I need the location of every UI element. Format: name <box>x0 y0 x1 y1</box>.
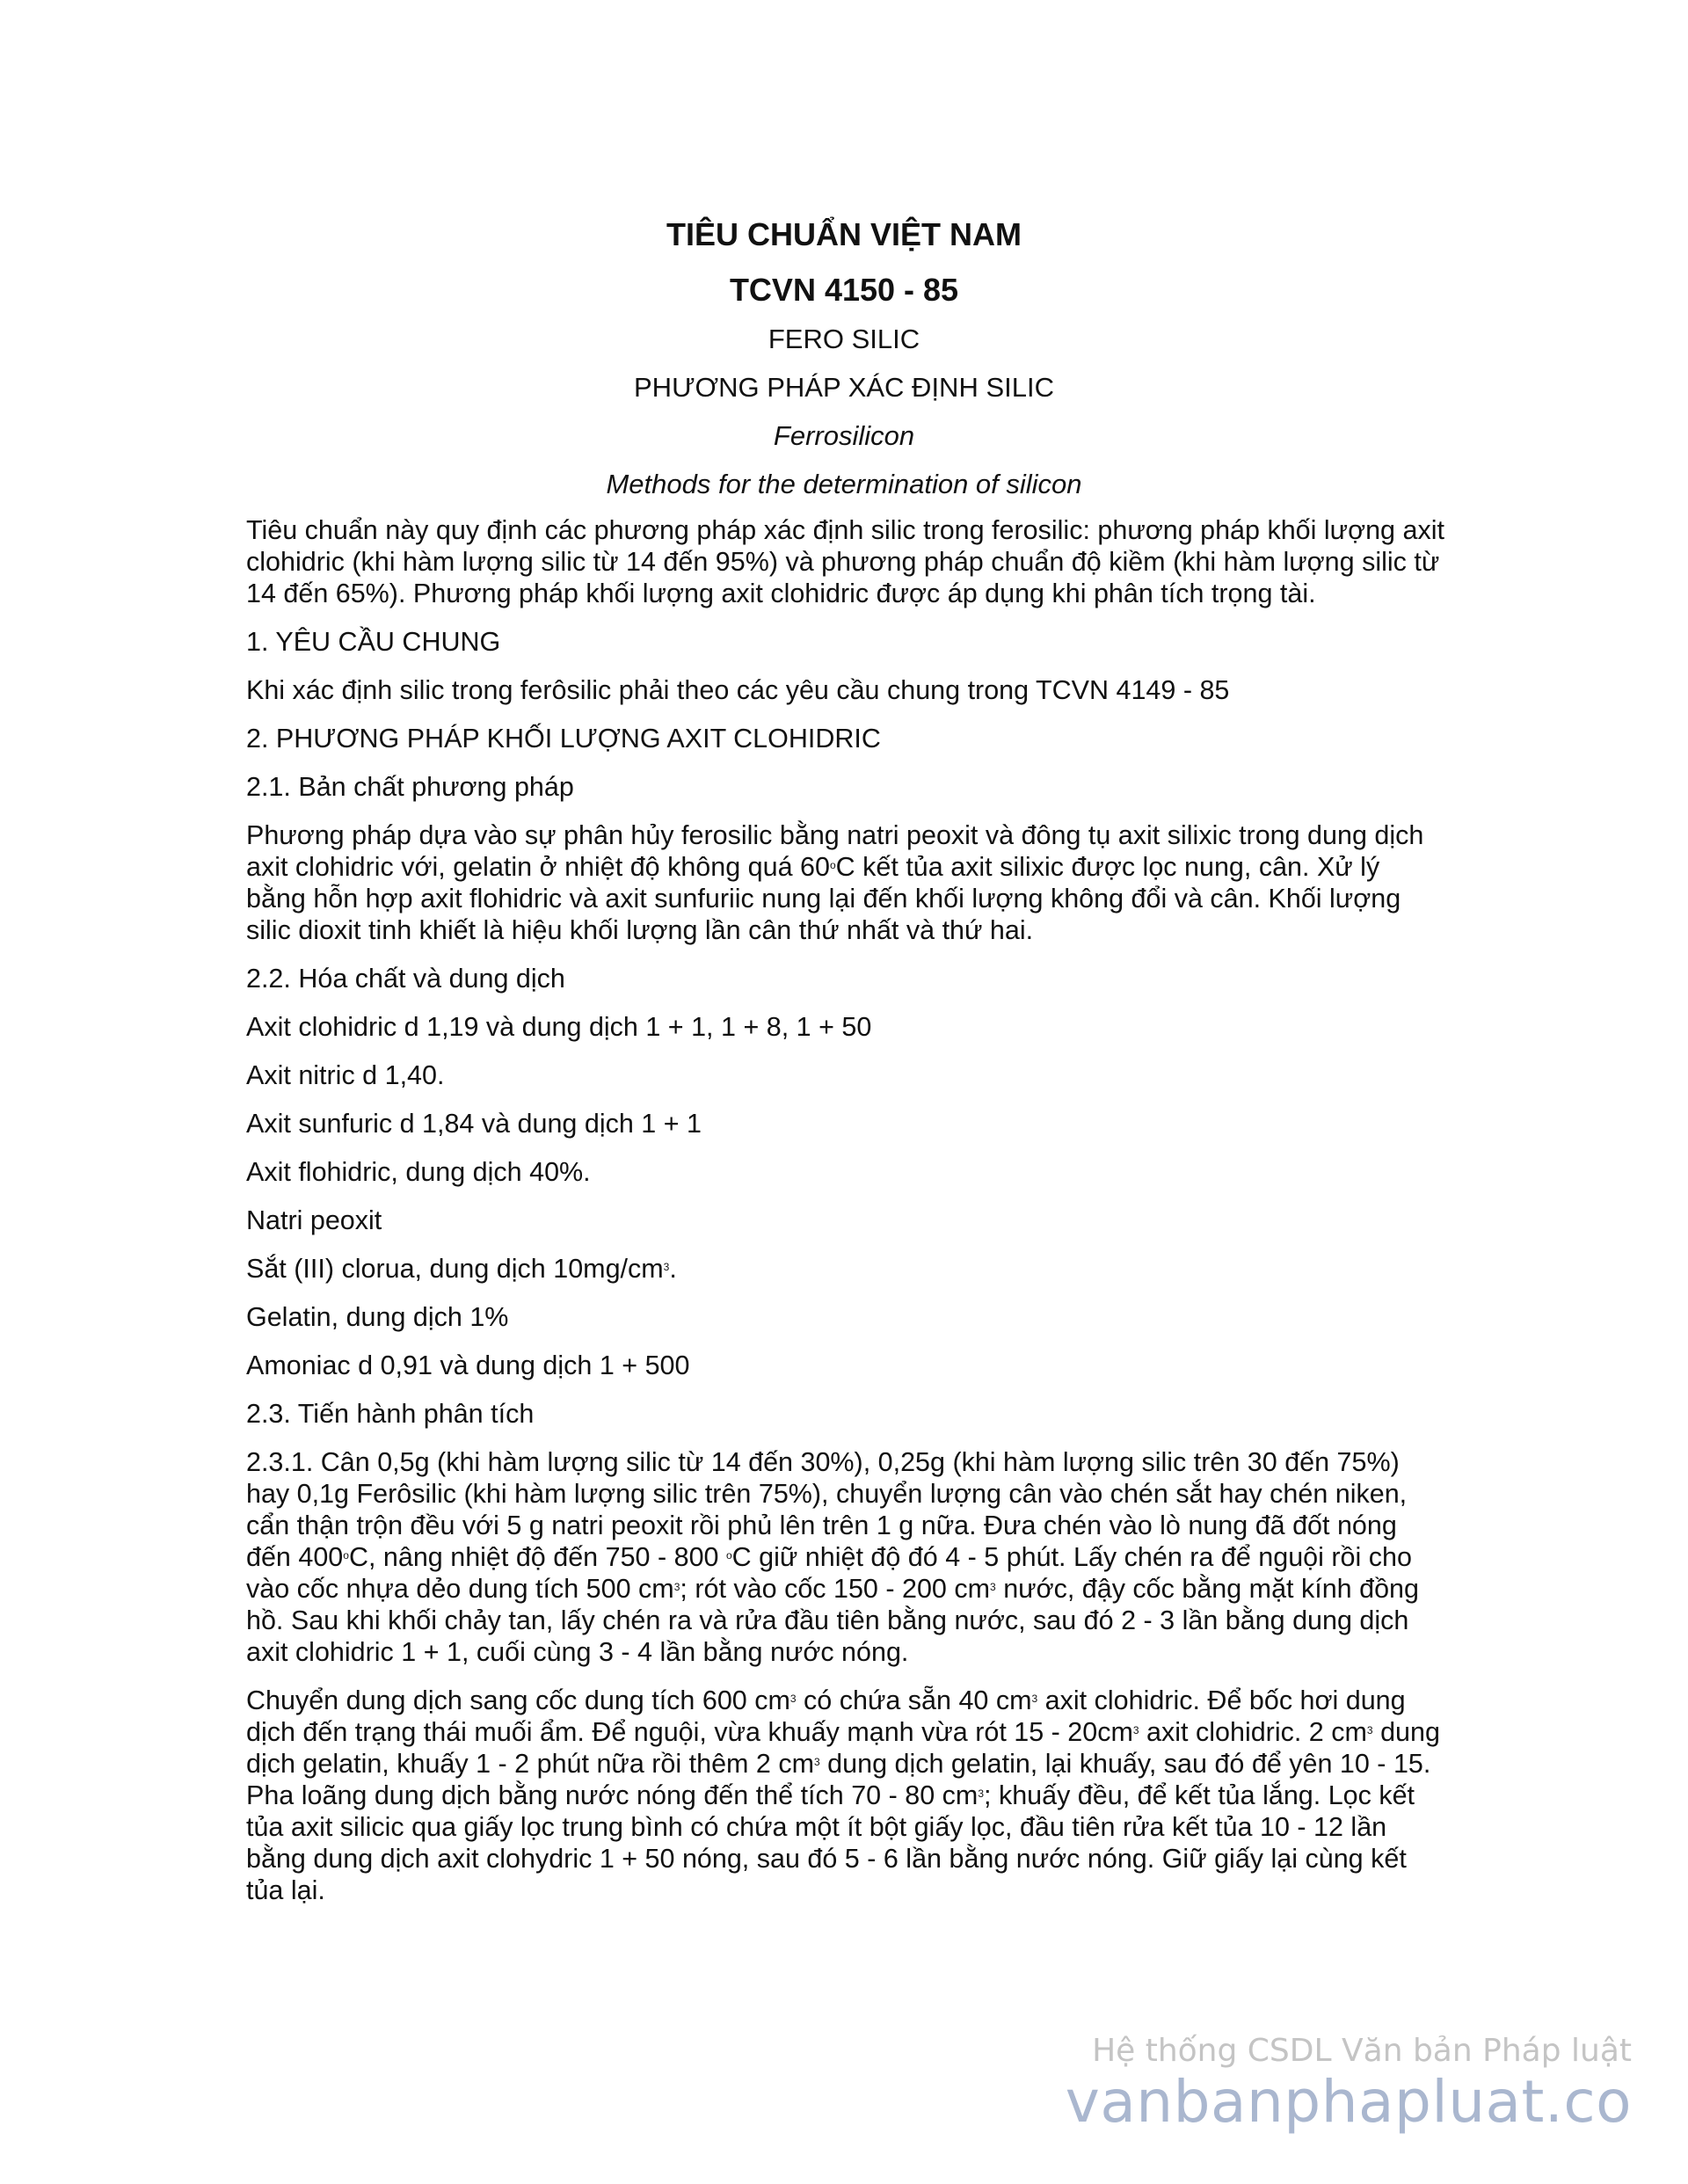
list-item: Axit flohidric, dung dịch 40%. <box>246 1157 591 1187</box>
list-item: Natri peoxit <box>246 1205 382 1235</box>
list-item: Amoniac d 0,91 và dung dịch 1 + 500 <box>246 1350 690 1380</box>
intro-paragraph: Tiêu chuẩn này quy định các phương pháp xác định silic trong ferosilic: phương pháp khối lượng axit clohidric (khi hàm lượng silic từ 14 đến 95%) và phương pháp chuẩn độ kiềm (khi hàm lượng silic từ 14 đến 65%). Phương pháp khối lượng axit clohidric được áp dụng khi phân tích trọng tài. <box>246 515 1444 608</box>
list-item: Axit sunfuric d 1,84 và dung dịch 1 + 1 <box>246 1109 702 1139</box>
standard-number: TCVN 4150 - 85 <box>729 272 959 308</box>
section-heading: 2. PHƯƠNG PHÁP KHỐI LƯỢNG AXIT CLOHIDRIC <box>246 724 881 753</box>
paragraph: Phương pháp dựa vào sự phân hủy ferosilic bằng natri peoxit và đông tụ axit silixic trong dung dịch axit clohidric với, gelatin ở nhiệt độ không quá 60$^o$C kết tủa axit silixic được lọc nung, cân. Xử lý bằng hỗn hợp axit flohidric và axit sunfuriic nung lại đến khối lượng không đổi và cân. Khối lượng silic dioxit tinh khiết là hiệu khối lượng lần cân thứ nhất và thứ hai. <box>246 820 1424 945</box>
paragraph: 2.3.1. Cân 0,5g (khi hàm lượng silic từ 14 đến 30%), 0,25g (khi hàm lượng silic trên 30 đến 75%) hay 0,1g Ferôsilic (khi hàm lượng silic trên 75%), chuyển lượng cân vào chén sắt hay chén niken, cẩn thận trộn đều với 5 g natri peoxit rồi phủ lên trên 1 g nữa. Đưa chén vào lò nung đã đốt nóng đến 400$^o$C, nâng nhiệt độ đến 750 - 800 $^o$C giữ nhiệt độ đó 4 - 5 phút. Lấy chén ra để nguội rồi cho vào cốc nhựa dẻo dung tích 500 $cm^3$; rót vào cốc 150 - 200 $cm^3$ nước, đậy cốc bằng mặt kính đồng hồ. Sau khi khối chảy tan, lấy chén ra và rửa đầu tiên bằng nước, sau đó 2 - 3 lần bằng dung dịch axit clohidric 1 + 1, cuối cùng 3 - 4 lần bằng nước nóng. <box>246 1447 1419 1667</box>
document-title: TIÊU CHUẨN VIỆT NAM <box>666 216 1022 252</box>
method-title-en: Methods for the determination of silicon <box>606 469 1082 499</box>
list-item: Axit clohidric d 1,19 và dung dịch 1 + 1, 1 + 8, 1 + 50 <box>246 1012 872 1042</box>
method-title: PHƯƠNG PHÁP XÁC ĐỊNH SILIC <box>634 372 1054 403</box>
list-item: Axit nitric d 1,40. <box>246 1060 445 1090</box>
list-item: Gelatin, dung dịch 1% <box>246 1302 509 1332</box>
subject-title-en: Ferrosilicon <box>773 420 915 451</box>
watermark-caption: Hệ thống CSDL Văn bản Pháp luật <box>1092 2033 1632 2069</box>
list-item: Sắt (III) clorua, dung dịch $10mg/cm^3$. <box>246 1254 677 1284</box>
subsection-heading: 2.2. Hóa chất và dung dịch <box>246 964 565 994</box>
paragraph: Khi xác định silic trong ferôsilic phải theo các yêu cầu chung trong TCVN 4149 - 85 <box>246 675 1230 705</box>
subsection-heading: 2.3. Tiến hành phân tích <box>246 1399 535 1429</box>
document-body <box>246 514 1446 1923</box>
subject-title: FERO SILIC <box>768 324 920 354</box>
section-heading: 1. YÊU CẦU CHUNG <box>246 627 501 657</box>
paragraph: Chuyển dung dịch sang cốc dung tích 600 $cm^3$ có chứa sẵn 40 $cm^3$ axit clohidric. Để bốc hơi dung dịch đến trạng thái muối ẩm. Để nguội, vừa khuấy mạnh vừa rót $15 - 20cm^3$ axit clohidric. 2 $cm^3$ dung dịch gelatin, khuấy 1 - 2 phút nữa rồi thêm 2 $cm^3$ dung dịch gelatin, lại khuấy, sau đó để yên 10 - 15. Pha loãng dung dịch bằng nước nóng đến thể tích 70 - 80 $cm^3$; khuấy đều, để kết tủa lắng. Lọc kết tủa axit silicic qua giấy lọc trung bình có chứa một ít bột giấy lọc, đầu tiên rửa kết tủa 10 - 12 lần bằng dung dịch axit clohydric 1 + 50 nóng, sau đó 5 - 6 lần bằng nước nóng. Giữ giấy lại cùng kết tủa lại. <box>246 1685 1440 1905</box>
subsection-heading: 2.1. Bản chất phương pháp <box>246 772 574 802</box>
watermark-site: vanbanphapluat.co <box>1065 2068 1632 2136</box>
